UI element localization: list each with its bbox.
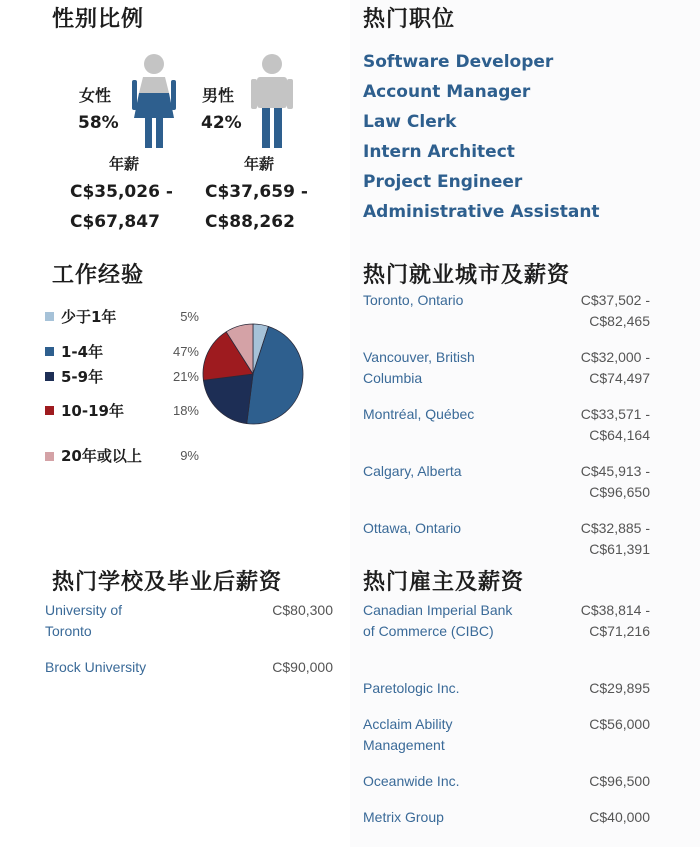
female-percent: 58%: [78, 113, 119, 133]
employer-salary: C$56,000: [589, 716, 650, 732]
job-item[interactable]: Administrative Assistant: [363, 202, 600, 222]
legend-label: 20年或以上: [61, 447, 142, 465]
job-item[interactable]: Software Developer: [363, 52, 554, 72]
city-name[interactable]: Montréal, Québec: [363, 406, 475, 422]
city-name[interactable]: Vancouver, British Columbia: [363, 349, 475, 386]
city-salary: C$37,502 - C$82,465: [580, 292, 650, 329]
legend-label: 1-4年: [61, 343, 104, 361]
employer-salary: C$29,895: [589, 680, 650, 696]
legend-percent: 21%: [172, 369, 199, 384]
employer-name[interactable]: Canadian Imperial Bank of Commerce (CIBC): [363, 602, 513, 639]
legend-swatch: [45, 372, 54, 381]
legend-percent: 9%: [180, 448, 199, 463]
employer-name[interactable]: Paretologic Inc.: [363, 680, 460, 696]
school-salary: C$80,300: [272, 602, 333, 618]
experience-heading: 工作经验: [52, 263, 145, 288]
employer-name[interactable]: Metrix Group: [363, 809, 444, 825]
school-name[interactable]: Brock University: [45, 659, 147, 675]
experience-pie-chart: [200, 321, 306, 427]
pie-slice: [203, 374, 253, 424]
city-name[interactable]: Toronto, Ontario: [363, 292, 464, 308]
city-salary: C$32,000 - C$74,497: [580, 349, 650, 386]
legend-swatch: [45, 406, 54, 415]
cities-heading: 热门就业城市及薪资: [363, 263, 571, 288]
schools-heading: 热门学校及毕业后薪资: [52, 570, 283, 595]
female-person-icon: [130, 52, 178, 150]
legend-swatch: [45, 347, 54, 356]
legend-percent: 18%: [172, 403, 199, 418]
employer-name[interactable]: Acclaim Ability Management: [363, 716, 453, 753]
employer-salary: C$40,000: [589, 809, 650, 825]
female-salary-label: 年薪: [109, 155, 140, 173]
city-salary: C$32,885 - C$61,391: [580, 520, 650, 557]
legend-label: 5-9年: [61, 368, 104, 386]
legend-label: 10-19年: [61, 402, 124, 420]
legend-percent: 47%: [172, 344, 199, 359]
male-salary-low: C$37,659 -: [205, 182, 308, 202]
legend-label: 少于1年: [61, 308, 117, 326]
employer-salary: C$38,814 - C$71,216: [580, 602, 650, 639]
female-salary-high: C$67,847: [70, 212, 160, 232]
school-salary: C$90,000: [272, 659, 333, 675]
female-salary-low: C$35,026 -: [70, 182, 173, 202]
city-name[interactable]: Ottawa, Ontario: [363, 520, 462, 536]
male-salary-high: C$88,262: [205, 212, 295, 232]
male-percent: 42%: [201, 113, 242, 133]
employer-salary: C$96,500: [589, 773, 650, 789]
male-salary-label: 年薪: [244, 155, 275, 173]
city-salary: C$33,571 - C$64,164: [580, 406, 650, 443]
job-item[interactable]: Account Manager: [363, 82, 531, 102]
job-item[interactable]: Intern Architect: [363, 142, 515, 162]
legend-percent: 5%: [180, 309, 199, 324]
legend-swatch: [45, 452, 54, 461]
city-name[interactable]: Calgary, Alberta: [363, 463, 462, 479]
legend-swatch: [45, 312, 54, 321]
city-salary: C$45,913 - C$96,650: [580, 463, 650, 500]
job-item[interactable]: Project Engineer: [363, 172, 523, 192]
male-label: 男性: [202, 86, 235, 105]
school-name[interactable]: University of Toronto: [45, 602, 123, 639]
gender-heading: 性别比例: [52, 7, 145, 32]
job-item[interactable]: Law Clerk: [363, 112, 457, 132]
male-person-icon: [248, 52, 296, 150]
employers-heading: 热门雇主及薪资: [363, 570, 525, 595]
female-label: 女性: [79, 86, 112, 105]
employer-name[interactable]: Oceanwide Inc.: [363, 773, 460, 789]
top-jobs-heading: 热门职位: [363, 7, 456, 32]
